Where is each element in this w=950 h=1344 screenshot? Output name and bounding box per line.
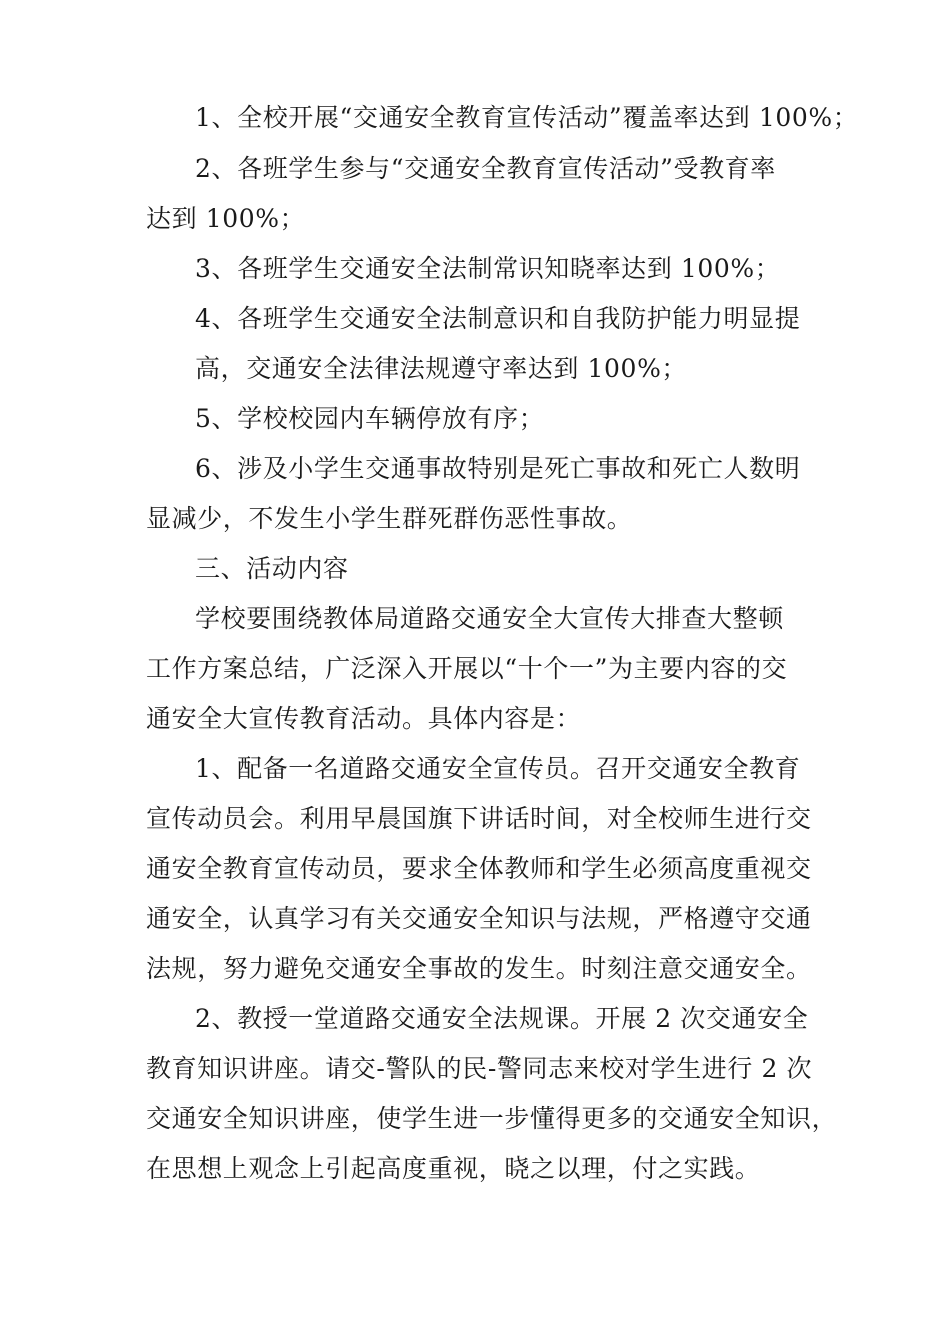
- section-heading: 三、活动内容: [195, 554, 349, 583]
- text-line: 法规，努力避免交通安全事故的发生。时刻注意交通安全。: [146, 954, 812, 983]
- text-line: 在思想上观念上引起高度重视，晓之以理，付之实践。: [146, 1154, 761, 1183]
- text-line: 1、配备一名道路交通安全宣传员。召开交通安全教育: [195, 754, 801, 783]
- text-line: 1、全校开展“交通安全教育宣传活动”覆盖率达到 100%；: [195, 103, 859, 132]
- text-line: 2、各班学生参与“交通安全教育宣传活动”受教育率: [195, 154, 776, 183]
- text-line: 4、各班学生交通安全法制意识和自我防护能力明显提: [195, 304, 801, 333]
- text-line: 通安全大宣传教育活动。具体内容是：: [146, 704, 582, 733]
- text-line: 高，交通安全法律法规遵守率达到 100%；: [195, 354, 688, 383]
- text-line: 3、各班学生交通安全法制常识知晓率达到 100%；: [195, 254, 781, 283]
- text-line: 6、涉及小学生交通事故特别是死亡事故和死亡人数明: [195, 454, 801, 483]
- text-line: 显减少，不发生小学生群死群伤恶性事故。: [146, 504, 633, 533]
- text-line: 教育知识讲座。请交-警队的民-警同志来校对学生进行 2 次: [146, 1054, 813, 1083]
- text-line: 交通安全知识讲座，使学生进一步懂得更多的交通安全知识，: [146, 1104, 838, 1133]
- text-line: 达到 100%；: [146, 204, 306, 233]
- text-line: 学校要围绕教体局道路交通安全大宣传大排查大整顿: [195, 604, 784, 633]
- text-line: 5、学校校园内车辆停放有序；: [195, 404, 545, 433]
- text-line: 宣传动员会。利用早晨国旗下讲话时间，对全校师生进行交: [146, 804, 812, 833]
- text-line: 通安全教育宣传动员，要求全体教师和学生必须高度重视交: [146, 854, 812, 883]
- text-line: 工作方案总结，广泛深入开展以“十个一”为主要内容的交: [146, 654, 788, 683]
- text-line: 2、教授一堂道路交通安全法规课。开展 2 次交通安全: [195, 1004, 809, 1033]
- text-line: 通安全，认真学习有关交通安全知识与法规，严格遵守交通: [146, 904, 812, 933]
